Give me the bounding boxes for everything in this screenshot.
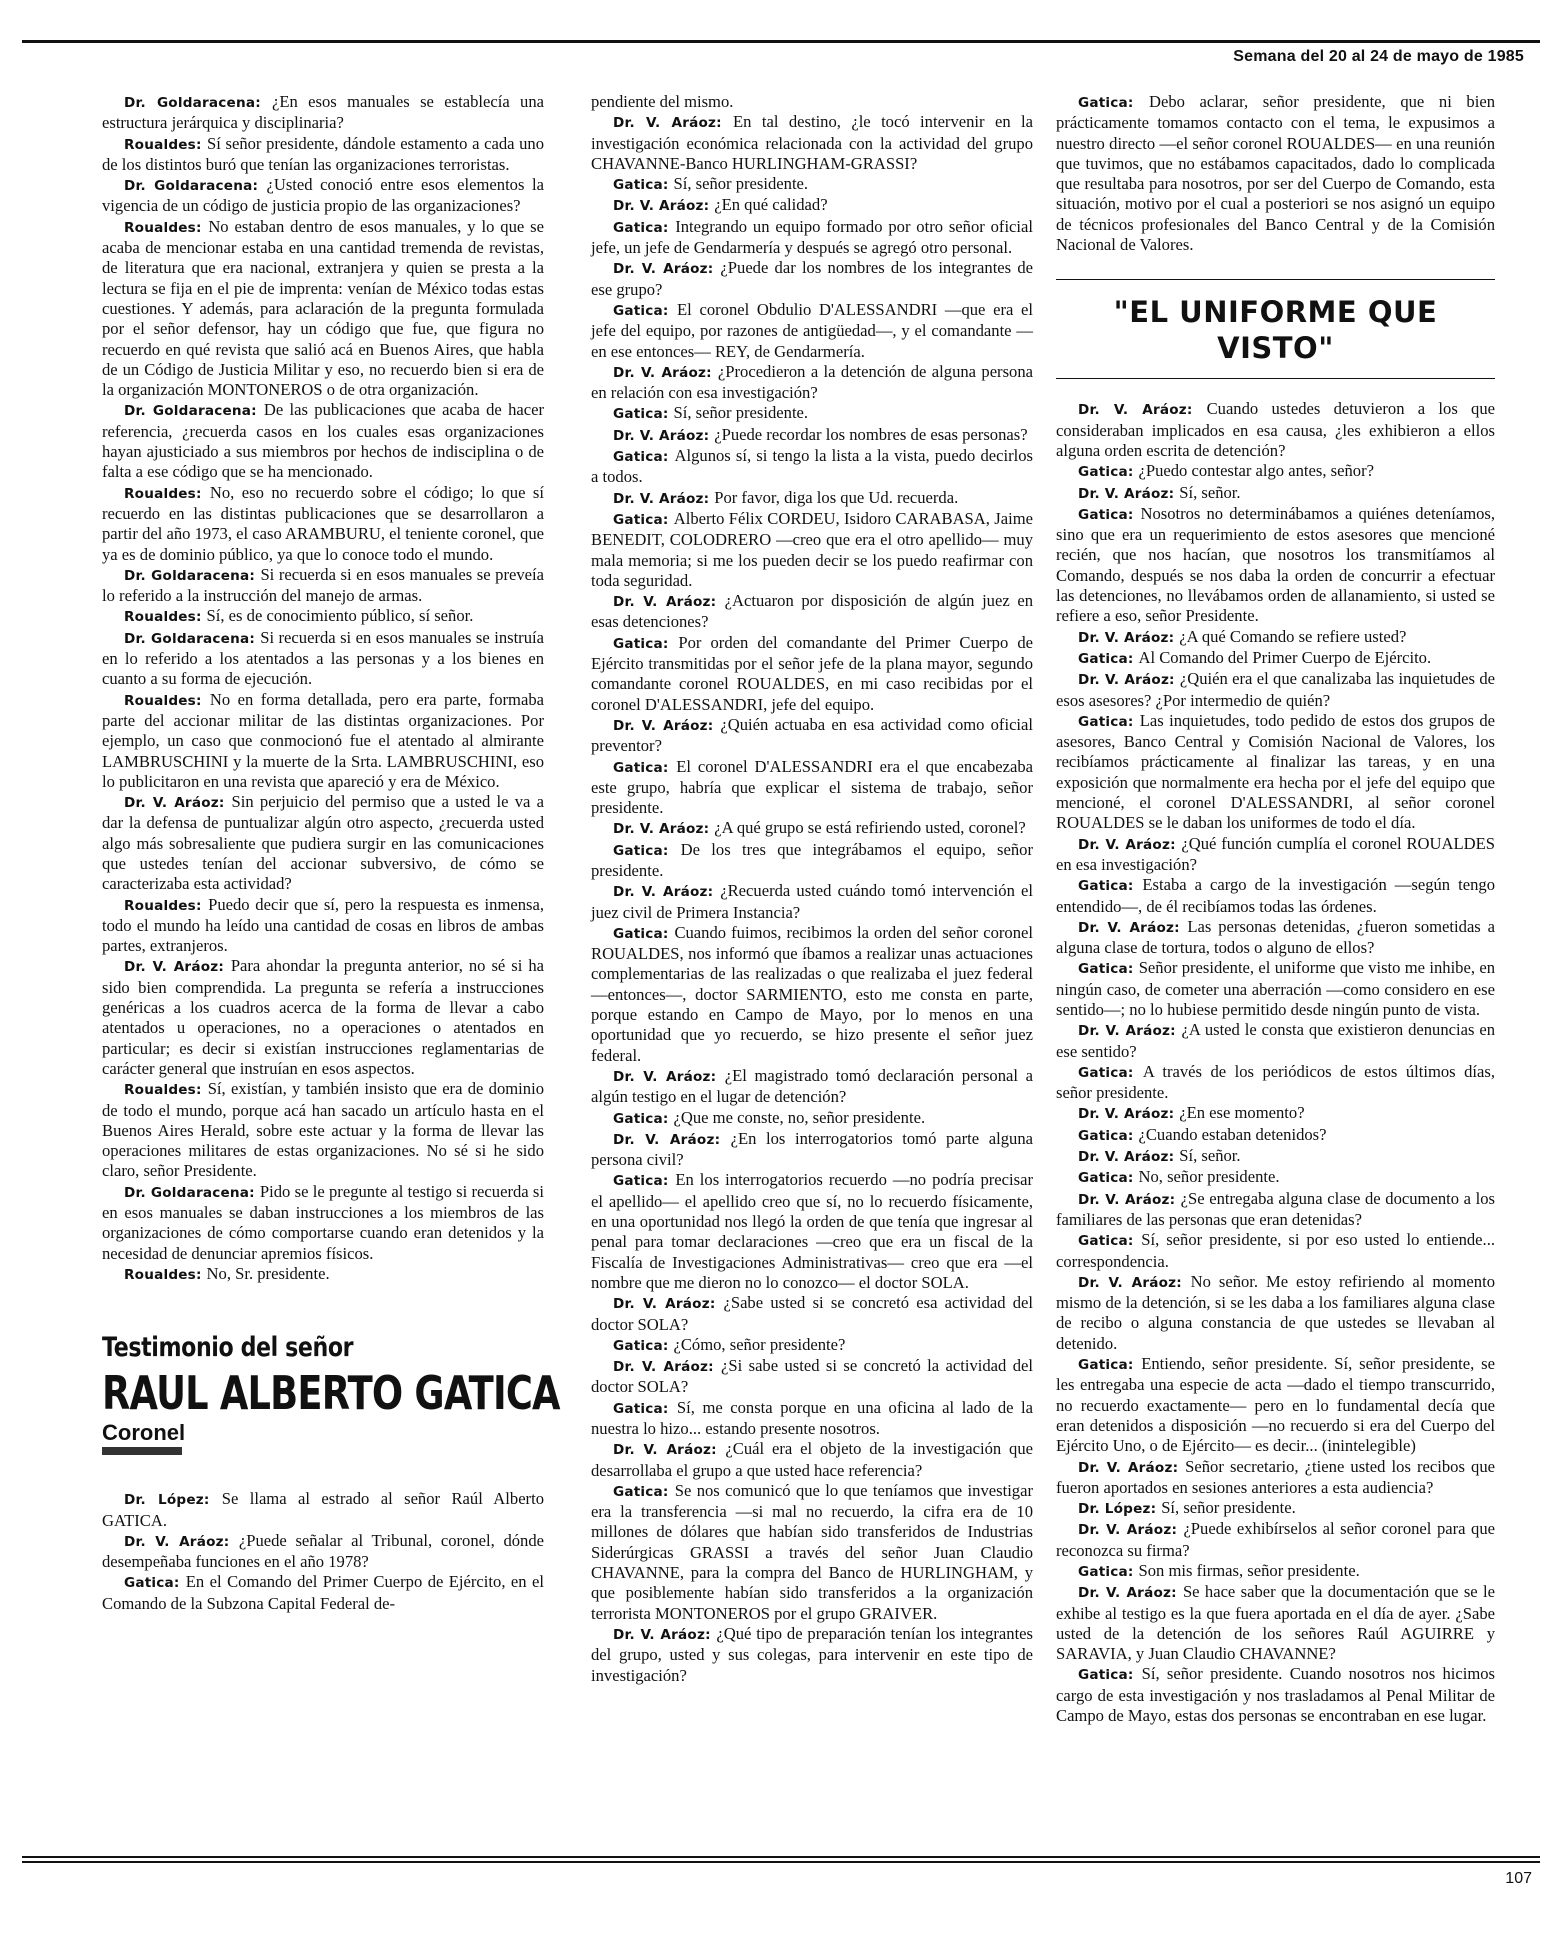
speech-text: No, eso no recuerdo sobre el código; lo que sí recuerdo en las distintas publicaciones que se desarrollaron a partir del año 1973, el caso ARAMBURU, el teniente coronel, que ya es de dominio público, ya que lo conoce todo el mundo. xyxy=(102,482,544,564)
speech-text: Puedo decir que sí, pero la respuesta es inmensa, todo el mundo ha leído una cantidad de cosas en libros de ambas partes, extranjeros. xyxy=(102,894,545,956)
dialogue-paragraph xyxy=(1056,1561,1495,1582)
page-number: 107 xyxy=(1505,1870,1532,1887)
speaker-label: Dr. V. Aráoz: xyxy=(613,594,717,611)
speaker-label: Dr. V. Aráoz: xyxy=(1078,629,1175,646)
speech-text: No en forma detallada, pero era parte, formaba parte del accionar militar de las distintas organizaciones. Por ejemplo, un caso que conmocionó fue el atentado al almirante LAMBRUSCHINI y la muerte de la Srta. LAMBRUSCHINI, eso lo publicitaron en una revista que apareció y era de México. xyxy=(102,689,544,791)
speech-text: Sí señor presidente, dándole estamento a cada uno de los distintos buró que tenían las organizaciones terroristas. xyxy=(102,133,545,174)
section-heading: "EL UNIFORME QUE VISTO" xyxy=(1113,295,1438,366)
speech-text: ¿Sabe usted si se concretó esa actividad del doctor SOLA? xyxy=(591,1293,1033,1334)
dialogue-paragraph xyxy=(1056,875,1495,917)
speaker-label: Dr. V. Aráoz: xyxy=(613,821,710,838)
column-1 xyxy=(102,92,560,1614)
speaker-label: Gatica: xyxy=(613,177,669,194)
speech-text: Para ahondar la pregunta anterior, no sé si ha sido bien comprendida. La pregunta se refería a instrucciones genéricas a los cuadros acerca de la forma de llevar a cabo atentados u operaciones, no a operaciones o atentados en particular; es decir si existían instrucciones reglamentarias de carácter general que instruían en esos aspectos. xyxy=(102,956,545,1078)
speech-text: Debo aclarar, señor presidente, que ni bien prácticamente tomamos contacto con el tema, le expusimos a nuestro directo —el señor coronel ROUALDES— en una reunión que tuvimos, que no estábamos capacitados, dado lo complicada que resultaba para nosotros, por ser del Cuerpo de Comando, esta situación, motivo por el cual a posteriori se nos asignó un equipo de técnicos profesionales del Banco Central y de la Comisión Nacional de Valores. xyxy=(1056,92,1496,255)
dialogue-paragraph xyxy=(102,565,544,607)
speaker-label: Gatica: xyxy=(613,449,669,466)
speaker-label: Roualdes: xyxy=(124,1266,202,1283)
dialogue-paragraph xyxy=(1056,648,1495,669)
speech-text: De las publicaciones que acaba de hacer referencia, ¿recuerda casos en los cuales esas organizaciones hayan ajusticiado a sus miembros por hechos de indisciplina o de falta a ese código que se ha mencionado. xyxy=(102,400,545,482)
speech-text: ¿Quién actuaba en esa actividad como oficial preventor? xyxy=(591,714,1034,756)
dialogue-paragraph xyxy=(102,1264,544,1285)
speaker-label: Gatica: xyxy=(613,925,669,942)
dialogue-paragraph xyxy=(1056,1103,1495,1124)
speaker-label: Dr. V. Aráoz: xyxy=(1078,1459,1179,1476)
speaker-label: Gatica: xyxy=(1078,1564,1134,1580)
speaker-label: Dr. V. Aráoz: xyxy=(1078,1106,1175,1123)
dialogue-paragraph xyxy=(102,1182,544,1264)
dialogue-paragraph xyxy=(1056,399,1495,461)
speech-text: ¿Puedo contestar algo antes, señor? xyxy=(1138,461,1374,481)
speaker-label: Dr. Goldaracena: xyxy=(124,95,261,111)
speaker-label: Dr. V. Aráoz: xyxy=(613,1131,721,1148)
speaker-label: Dr. V. Aráoz: xyxy=(613,1068,717,1085)
speech-text: ¿El magistrado tomó declaración personal a algún testigo en el lugar de detención? xyxy=(591,1065,1033,1107)
speaker-label: Gatica: xyxy=(613,1337,669,1354)
speech-text: Sí, señor presidente. xyxy=(673,403,809,423)
continued-text: pendiente del mismo. xyxy=(591,92,734,111)
dialogue-paragraph xyxy=(1056,711,1495,834)
dialogue-paragraph xyxy=(102,792,544,894)
speaker-label: Dr. López: xyxy=(1078,1501,1157,1518)
speaker-label: Gatica: xyxy=(1078,1233,1134,1250)
testimony-heading xyxy=(102,1331,560,1455)
speech-text: Entiendo, señor presidente. Sí, señor presidente, se les entregaba una especie de acta —dado el tiempo transcurrido, no recuerdo exactamente— pero en lo fundamental decía que eran detenidos a disposición —no recuerdo si era del Cuerpo del Ejército Uno, o de Ejército— es decir... (inintelegible) xyxy=(1056,1354,1495,1456)
speech-text: ¿Cuando estaban detenidos? xyxy=(1138,1124,1327,1144)
speaker-label: Dr. V. Aráoz: xyxy=(613,198,710,215)
speaker-label: Gatica: xyxy=(613,635,669,652)
speaker-label: Dr. V. Aráoz: xyxy=(613,261,714,278)
dialogue-paragraph xyxy=(591,1170,1033,1293)
dialogue-paragraph xyxy=(1056,958,1495,1020)
speech-text: Sí, señor. xyxy=(1179,482,1241,502)
speaker-label: Gatica: xyxy=(1078,1127,1134,1144)
speaker-label: Gatica: xyxy=(1078,95,1134,111)
dialogue-paragraph xyxy=(591,1108,1033,1129)
dialogue-paragraph xyxy=(591,1356,1033,1398)
dialogue-paragraph xyxy=(1056,1125,1495,1146)
dialogue-paragraph xyxy=(1056,483,1495,504)
speaker-label: Dr. V. Aráoz: xyxy=(613,1626,711,1643)
speech-text: ¿En qué calidad? xyxy=(714,195,828,215)
speech-text: Las personas detenidas, ¿fueron sometidas a alguna clase de tortura, todos o alguno de ellos? xyxy=(1056,916,1495,958)
speech-text: ¿Recuerda usted cuándo tomó intervención el juez civil de Primera Instancia? xyxy=(591,881,1033,922)
speech-text: ¿Puede dar los nombres de los integrantes de ese grupo? xyxy=(591,258,1033,299)
col1-part2 xyxy=(102,1489,544,1614)
speaker-label: Dr. V. Aráoz: xyxy=(1078,1274,1182,1291)
dialogue-paragraph xyxy=(591,881,1033,923)
speech-text: Si recuerda si en esos manuales se instruía en lo referido a los atentados a las personas y a los bienes en cuanto a su forma de ejecución. xyxy=(102,627,544,689)
speaker-label: Dr. V. Aráoz: xyxy=(613,1359,714,1376)
dialogue-paragraph xyxy=(591,174,1033,195)
speaker-label: Dr. V. Aráoz: xyxy=(124,795,225,812)
speech-text: ¿Puede señalar al Tribunal, coronel, dónde desempeñaba funciones en el año 1978? xyxy=(102,1530,545,1572)
speech-text: ¿A usted le consta que existieron denuncias en ese sentido? xyxy=(1056,1020,1495,1061)
dialogue-paragraph xyxy=(1056,834,1495,876)
speech-text: Cuando ustedes detuvieron a los que consideraban implicados en esa causa, ¿les exhibieron a ellos alguna orden escrita de detención? xyxy=(1056,399,1495,460)
dialogue-paragraph xyxy=(591,591,1033,633)
speech-text: Sí, señor presidente, si por eso usted lo entiende... correspondencia. xyxy=(1056,1230,1495,1271)
col1-part1 xyxy=(102,92,544,1285)
dialogue-paragraph xyxy=(1056,1457,1495,1499)
speaker-label: Gatica: xyxy=(613,1483,669,1500)
dialogue-paragraph xyxy=(591,217,1033,259)
speaker-label: Dr. V. Aráoz: xyxy=(1078,1023,1176,1040)
dialogue-paragraph xyxy=(102,483,544,565)
testimony-pre-title: Testimonio del señor xyxy=(102,1332,354,1364)
column-3 xyxy=(1056,92,1495,1726)
dialogue-paragraph xyxy=(591,818,1033,839)
rank-underline-bar xyxy=(102,1447,182,1455)
speech-text: En los interrogatorios recuerdo —no podría precisar el apellido— el apellido creo que sí, no lo recuerdo físicamente, en una oportunidad nos llegó la orden de que tenía que ingresar al penal para tomar declaraciones —creo que era un fiscal de la Fiscalía de Investigaciones Administrativas— creo que era —el nombre que me dieron no lo conozco— el doctor SOLA. xyxy=(591,1170,1033,1292)
dialogue-paragraph xyxy=(591,300,1033,362)
speech-text: ¿Cómo, señor presidente? xyxy=(673,1334,846,1354)
speech-text: ¿Procedieron a la detención de alguna persona en relación con esa investigación? xyxy=(591,361,1033,403)
speaker-label: Dr. V. Aráoz: xyxy=(124,959,225,976)
speaker-label: Dr. V. Aráoz: xyxy=(613,1296,716,1313)
dialogue-paragraph xyxy=(1056,1519,1495,1561)
speaker-label: Dr. V. Aráoz: xyxy=(613,427,710,444)
dialogue-paragraph xyxy=(591,258,1033,300)
speaker-label: Dr. V. Aráoz: xyxy=(613,364,712,381)
dialogue-paragraph xyxy=(1056,1189,1495,1231)
speaker-label: Gatica: xyxy=(1078,506,1134,523)
speech-text: Sí, señor presidente. Cuando nosotros nos hicimos cargo de esta investigación y nos trasladamos al Penal Militar de Campo de Mayo, estas dos personas se encontraban en ese lugar. xyxy=(1056,1664,1495,1726)
dialogue-paragraph xyxy=(591,1398,1033,1440)
speech-text: ¿En ese momento? xyxy=(1179,1103,1305,1123)
speaker-label: Gatica: xyxy=(613,302,669,319)
dialogue-paragraph xyxy=(102,1531,544,1573)
speaker-label: Dr. Goldaracena: xyxy=(124,403,257,420)
speech-text: ¿A qué grupo se está refiriendo usted, coronel? xyxy=(714,818,1026,838)
bottom-rule-double xyxy=(22,1861,1540,1863)
speech-text: De los tres que integrábamos el equipo, señor presidente. xyxy=(591,839,1034,880)
speaker-label: Gatica: xyxy=(1078,1667,1134,1684)
speech-text: Pido se le pregunte al testigo si recuerda si en esos manuales se daban instrucciones a los miembros de las organizaciones de cómo comportarse cuando eran detenidos y la necesidad de denunciar apremios físicos. xyxy=(102,1181,545,1263)
speech-text: ¿Puede exhibírselos al señor coronel para que reconozca su firma? xyxy=(1056,1519,1496,1560)
speaker-label: Gatica: xyxy=(613,406,669,423)
speech-text: El coronel D'ALESSANDRI era el que encabezaba este grupo, habría que explicar el sistema de trabajo, señor presidente. xyxy=(591,756,1033,818)
dialogue-paragraph xyxy=(102,175,544,217)
speech-text: Sí, me consta porque en una oficina al lado de la nuestra lo hizo... estando presente nosotros. xyxy=(591,1397,1033,1438)
dialogue-paragraph xyxy=(102,956,544,1079)
speaker-label: Dr. V. Aráoz: xyxy=(613,115,722,132)
speaker-label: Dr. V. Aráoz: xyxy=(1078,1149,1175,1166)
dialogue-paragraph xyxy=(102,1079,544,1181)
speaker-label: Roualdes: xyxy=(124,219,202,236)
speaker-label: Roualdes: xyxy=(124,692,202,709)
speech-text: ¿Puede recordar los nombres de esas personas? xyxy=(714,424,1028,444)
speaker-label: Dr. V. Aráoz: xyxy=(613,490,710,507)
dialogue-paragraph xyxy=(1056,1167,1495,1188)
speaker-label: Gatica: xyxy=(613,219,669,236)
dialogue-paragraph xyxy=(1056,1664,1495,1726)
dialogue-paragraph xyxy=(591,403,1033,424)
speaker-label: Roualdes: xyxy=(124,609,202,626)
dialogue-paragraph xyxy=(1056,461,1495,482)
dialogue-paragraph xyxy=(591,509,1033,591)
dialogue-paragraph xyxy=(102,895,544,957)
dialogue-paragraph xyxy=(102,217,544,401)
speaker-label: Gatica: xyxy=(613,1400,669,1417)
speech-text: Algunos sí, si tengo la lista a la vista, puedo decirlos a todos. xyxy=(591,446,1033,487)
dialogue-paragraph xyxy=(1056,917,1495,959)
speaker-label: Dr. V. Aráoz: xyxy=(613,717,714,734)
dialogue-paragraph xyxy=(591,446,1033,488)
speech-text: Sí, existían, y también insisto que era de dominio de todo el mundo, porque acá han sacado un artículo hasta en el Buenos Aires Herald, sobre este actuar y la forma de llevar las operaciones militares de estas organizaciones. No sé si he sido claro, señor Presidente. xyxy=(102,1079,545,1181)
speaker-label: Gatica: xyxy=(613,842,669,859)
header-date: Semana del 20 al 24 de mayo de 1985 xyxy=(1233,48,1524,65)
col3-part1 xyxy=(1056,92,1495,255)
dialogue-paragraph xyxy=(591,1481,1033,1624)
dialogue-paragraph xyxy=(102,134,544,176)
dialogue-paragraph xyxy=(1056,1354,1495,1456)
speech-text: ¿Quién era el que canalizaba las inquietudes de esos asesores? ¿Por intermedio de quién? xyxy=(1056,669,1496,710)
speaker-label: Dr. V. Aráoz: xyxy=(1078,1522,1178,1539)
speech-text: ¿A qué Comando se refiere usted? xyxy=(1179,626,1407,646)
speaker-label: Dr. Goldaracena: xyxy=(124,178,259,195)
dialogue-paragraph xyxy=(102,628,544,690)
dialogue-paragraph xyxy=(1056,1272,1495,1354)
dialogue-paragraph xyxy=(591,425,1033,446)
speech-text: ¿Actuaron por disposición de algún juez en esas detenciones? xyxy=(591,591,1033,632)
speaker-label: Roualdes: xyxy=(124,1082,202,1099)
dialogue-paragraph xyxy=(591,195,1033,216)
dialogue-paragraph xyxy=(102,606,544,627)
speech-text: El coronel Obdulio D'ALESSANDRI —que era el jefe del equipo, por razones de antigüedad—, y el comandante —en ese entonces— REY, de Gendarmería. xyxy=(591,299,1033,361)
dialogue-paragraph xyxy=(591,362,1033,404)
speech-text: Las inquietudes, todo pedido de estos dos grupos de asesores, Banco Central y Comisión Nacional de Valores, los recibíamos prácticamente al finalizar las tareas, y en una exposición que normalmente era hecha por el jefe del equipo que mencioné, el coronel D'ALESSANDRI, al señor coronel ROUALDES se le daban los uniformes de todo el día. xyxy=(1056,710,1496,833)
dialogue-paragraph xyxy=(591,715,1033,757)
speaker-label: Dr. V. Aráoz: xyxy=(1078,836,1176,853)
speech-text: ¿Qué tipo de preparación tenían los integrantes del grupo, usted y sus colegas, para intervenir en este tipo de investigación? xyxy=(591,1623,1033,1685)
speaker-label: Dr. V. Aráoz: xyxy=(1078,1585,1177,1602)
speech-text: Son mis firmas, señor presidente. xyxy=(1138,1561,1360,1580)
dialogue-paragraph xyxy=(1056,504,1495,627)
dialogue-paragraph xyxy=(591,757,1033,819)
speaker-label: Dr. Goldaracena: xyxy=(124,1184,255,1201)
dialogue-paragraph xyxy=(1056,92,1495,255)
speech-text: Estaba a cargo de la investigación —según tengo entendido—, de él recibíamos todas las órdenes. xyxy=(1056,875,1495,916)
speaker-label: Dr. V. Aráoz: xyxy=(1078,402,1193,419)
dialogue-paragraph xyxy=(591,923,1033,1066)
speech-text: ¿Usted conoció entre esos elementos la vigencia de un código de justicia propio de las organizaciones? xyxy=(102,175,544,216)
dialogue-paragraph xyxy=(1056,1230,1495,1272)
speaker-label: Roualdes: xyxy=(124,485,202,502)
speech-text: Sí, señor presidente. xyxy=(1161,1498,1296,1518)
speech-text: Se hace saber que la documentación que se le exhibe al testigo es la que fuera aportada en el día de ayer. ¿Sabe usted de la detención de los señores Raúl AGUIRRE y SARAVIA, y Juan Claudio CHAVANNE? xyxy=(1056,1582,1496,1664)
speech-text: ¿En esos manuales se establecía una estructura jerárquica y disciplinaria? xyxy=(102,92,544,133)
column-2 xyxy=(591,92,1033,1686)
dialogue-paragraph xyxy=(102,690,544,792)
col3-part2 xyxy=(1056,399,1495,1726)
speaker-label: Dr. V. Aráoz: xyxy=(124,1533,230,1550)
speech-text: ¿Cuál era el objeto de la investigación que desarrollaba el grupo a que usted hace referencia? xyxy=(591,1439,1033,1480)
speech-text: Cuando fuimos, recibimos la orden del señor coronel ROUALDES, nos informó que íbamos a realizar unas actuaciones complementarias de las realizadas o que realizaba el juez federal —entonces—, doctor SARMIENTO, esto me consta en parte, porque estando en Campo de Mayo, por lo menos en una oportunidad que yo recuerdo, se hizo presente el señor juez federal. xyxy=(591,922,1033,1065)
speaker-label: Dr. V. Aráoz: xyxy=(1078,919,1180,936)
dialogue-paragraph xyxy=(1056,1582,1495,1664)
dialogue-paragraph xyxy=(1056,669,1495,711)
dialogue-paragraph xyxy=(1056,1062,1495,1104)
speaker-label: Gatica: xyxy=(1078,464,1134,481)
speech-text: Se llama al estrado al señor Raúl Alberto GATICA. xyxy=(102,1489,544,1530)
speaker-label: Dr. V. Aráoz: xyxy=(613,884,714,901)
speech-text: En el Comando del Primer Cuerpo de Ejército, en el Comando de la Subzona Capital Federal de- xyxy=(102,1572,544,1613)
speaker-label: Dr. V. Aráoz: xyxy=(1078,485,1175,502)
dialogue-paragraph xyxy=(591,488,1033,509)
speech-text: ¿Que me conste, no, señor presidente. xyxy=(673,1107,926,1127)
dialogue-paragraph xyxy=(102,92,544,134)
speech-text: No estaban dentro de esos manuales, y lo que se acaba de mencionar estaba en una cantidad tremenda de revistas, de literatura que era nacional, extranjera y quien se presta a la lectura se fija en el pie de imprenta: venían de México todas estas cuestiones. Y además, para aclaración de la pregunta formulada por el señor defensor, hay un código que fue, que figura no recuerdo en qué revista que salió acá en Buenos Aires, que habla de un Código de Justicia Militar y eso, no recuerdo bien si era de la organización MONTONEROS o de otra organización. xyxy=(102,216,544,400)
speaker-label: Gatica: xyxy=(1078,713,1134,730)
speech-text: Señor secretario, ¿tiene usted los recibos que fueron aportados en sesiones anteriores a esta audiencia? xyxy=(1056,1456,1496,1497)
speech-text: Sí, señor. xyxy=(1179,1146,1241,1166)
speaker-label: Gatica: xyxy=(1078,878,1134,895)
witness-name: RAUL ALBERTO GATICA xyxy=(102,1366,560,1421)
speaker-label: Gatica: xyxy=(1078,1357,1134,1374)
speaker-label: Dr. V. Aráoz: xyxy=(613,1442,717,1459)
dialogue-paragraph xyxy=(591,840,1033,882)
dialogue-paragraph xyxy=(591,1624,1033,1686)
dialogue-paragraph xyxy=(591,1066,1033,1108)
speech-text: Sin perjuicio del permiso que a usted le va a dar la defensa de puntualizar algún otro aspecto, ¿recuerda usted algo más sobresaliente que pudiera surgir en las comunicaciones que ustedes tenían del accionar subversivo, de cómo se caracterizaba esta actividad? xyxy=(102,792,544,894)
dialogue-paragraph xyxy=(591,1439,1033,1481)
speaker-label: Gatica: xyxy=(1078,1064,1134,1081)
speech-text: ¿En los interrogatorios tomó parte alguna persona civil? xyxy=(591,1128,1033,1170)
speech-text: Al Comando del Primer Cuerpo de Ejército. xyxy=(1138,647,1432,667)
dialogue-paragraph xyxy=(591,1129,1033,1171)
speaker-label: Roualdes: xyxy=(124,136,202,153)
speech-text: Por orden del comandante del Primer Cuerpo de Ejército transmitidas por el señor jefe de la plana mayor, segundo comandante coronel ROUALDES, en mi caso recibidas por el coronel D'ALESSANDRI, jefe del equipo. xyxy=(591,632,1033,714)
dialogue-paragraph xyxy=(1056,1146,1495,1167)
dialogue-paragraph xyxy=(591,112,1033,174)
section-heading-box xyxy=(1056,279,1495,379)
speech-text: Si recuerda si en esos manuales se preveía lo referido a la instrucción del manejo de armas. xyxy=(102,564,544,606)
speech-text: Nosotros no determinábamos a quiénes deteníamos, sino que era un requerimiento de estos asesores que mencioné recién, que nos hacían, que nosotros los transmitíamos al Comando, después se nos daba la orden de concurrir a efectuar las detenciones, no llevábamos orden de allanamiento, si usted se refiere a eso, señor Presidente. xyxy=(1056,503,1496,626)
dialogue-paragraph xyxy=(102,400,544,482)
speech-text: En tal destino, ¿le tocó intervenir en la investigación económica relacionada con la actividad del grupo CHAVANNE-Banco HURLINGHAM-GRASSI? xyxy=(591,112,1033,173)
dialogue-paragraph xyxy=(591,1335,1033,1356)
speech-text: Integrando un equipo formado por otro señor oficial jefe, un jefe de Gendarmería y después se agregó otro personal. xyxy=(591,216,1034,258)
speech-text: No, Sr. presidente. xyxy=(206,1263,330,1283)
speaker-label: Gatica: xyxy=(613,1173,669,1190)
speaker-label: Gatica: xyxy=(613,511,669,528)
speech-text: ¿Si sabe usted si se concretó la actividad del doctor SOLA? xyxy=(591,1356,1034,1397)
speaker-label: Gatica: xyxy=(1078,1170,1134,1187)
speech-text: No señor. Me estoy refiriendo al momento mismo de la detención, si se les daba a los familiares alguna clase de recibo o alguna constancia de que ustedes se llevaban al detenido. xyxy=(1056,1271,1495,1353)
speaker-label: Gatica: xyxy=(1078,650,1134,667)
speaker-label: Gatica: xyxy=(124,1575,180,1592)
bottom-rule xyxy=(22,1856,1540,1858)
speech-text: Alberto Félix CORDEU, Isidoro CARABASA, Jaime BENEDIT, COLODRERO —creo que era el otro apellido— muy mala memoria; si me los pueden decir se los puedo reafirmar con toda seguridad. xyxy=(591,508,1033,590)
dialogue-paragraph xyxy=(1056,627,1495,648)
speaker-label: Dr. López: xyxy=(124,1492,210,1509)
speech-text: No, señor presidente. xyxy=(1138,1167,1280,1187)
speaker-label: Gatica: xyxy=(1078,961,1134,978)
speaker-label: Gatica: xyxy=(613,759,669,776)
speech-text: A través de los periódicos de estos últimos días, señor presidente. xyxy=(1056,1061,1495,1103)
top-rule xyxy=(22,40,1540,43)
dialogue-paragraph xyxy=(102,1489,544,1531)
speaker-label: Dr. V. Aráoz: xyxy=(1078,672,1175,689)
speech-text: Por favor, diga los que Ud. recuerda. xyxy=(714,487,959,507)
speaker-label: Roualdes: xyxy=(124,897,202,914)
speech-text: Sí, señor presidente. xyxy=(673,174,809,194)
speaker-label: Dr. V. Aráoz: xyxy=(1078,1191,1176,1208)
dialogue-paragraph xyxy=(102,1572,544,1614)
witness-rank: Coronel xyxy=(102,1420,186,1446)
speech-text: Se nos comunicó que lo que teníamos que investigar era la transferencia —si mal no recuerdo, la cifra era de 10 millones de dólares que habían sido transferidos de Industrias Siderúrgicas GRASSI a través del señor Juan Claudio CHAVANNE, para la compra del Banco de HURLINGHAM, y que posiblemente habían sido transferidos a la organización terrorista MONTONEROS por el grupo GRAIVER. xyxy=(591,1480,1033,1623)
speech-text: ¿Qué función cumplía el coronel ROUALDES en esa investigación? xyxy=(1056,833,1495,874)
dialogue-paragraph xyxy=(591,633,1033,715)
speech-text: ¿Se entregaba alguna clase de documento a los familiares de las personas que eran detenidas? xyxy=(1056,1188,1496,1229)
speaker-label: Gatica: xyxy=(613,1110,669,1127)
heading-rule-bottom xyxy=(1056,378,1495,379)
speaker-label: Dr. Goldaracena: xyxy=(124,567,256,584)
speech-text: Sí, es de conocimiento público, sí señor. xyxy=(206,606,474,626)
dialogue-paragraph xyxy=(1056,1020,1495,1062)
dialogue-paragraph xyxy=(591,1293,1033,1335)
col2-items xyxy=(591,112,1033,1686)
speaker-label: Dr. Goldaracena: xyxy=(124,630,255,647)
dialogue-paragraph xyxy=(1056,1498,1495,1519)
speech-text: Señor presidente, el uniforme que visto me inhibe, en ningún caso, de cometer una aberración —como considero en ese sentido—; no lo hubiese permitido desde ningún punto de vista. xyxy=(1056,958,1495,1019)
